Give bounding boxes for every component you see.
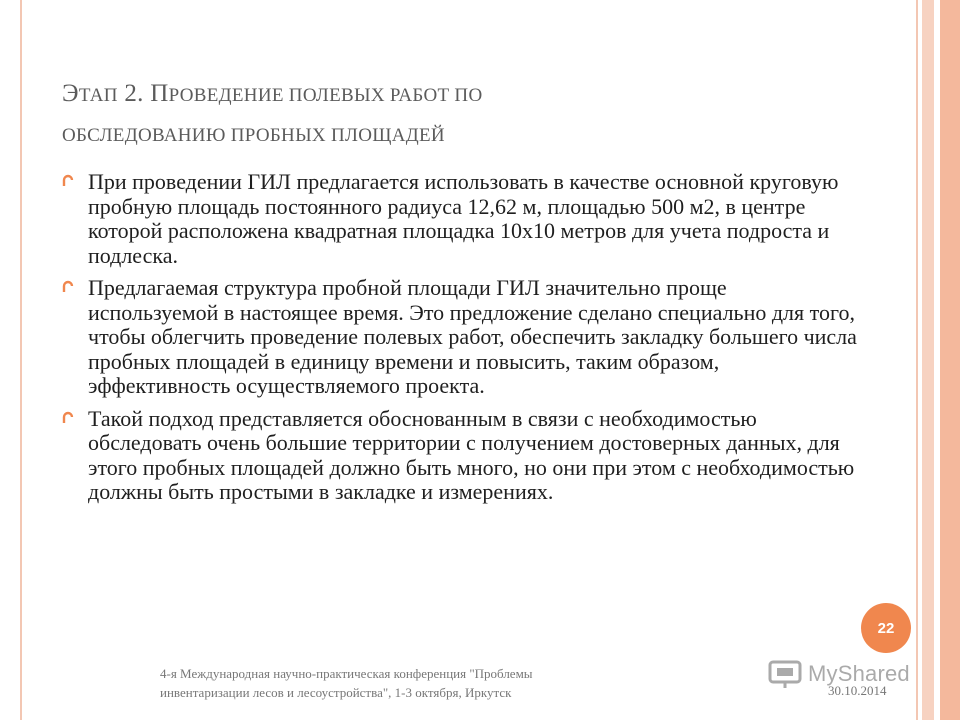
- bullet-icon: [62, 280, 75, 294]
- bullet-list: [62, 170, 862, 513]
- bullet-text: Предлагаемая структура пробной площади ГИЛ значительно проще используемой в настоящее время. Это предложение сделано специально для того, чтобы облегчить проведение полевых работ, обеспечить закладку большего числа пробных площадей в единицу времени и повысить, таким образом, эффективность осуществляемого проекта.: [88, 275, 857, 398]
- title-number: 2.: [117, 80, 151, 107]
- watermark-text: MyShared: [808, 661, 910, 686]
- presentation-screen-icon: [768, 658, 802, 690]
- bullet-item: [62, 170, 862, 268]
- page-number-badge: 22: [861, 603, 911, 653]
- footer-line: 4-я Международная научно-практическая конференция "Проблемы: [160, 666, 533, 681]
- footer-date: 30.10.2014: [828, 683, 887, 698]
- bullet-text: При проведении ГИЛ предлагается использовать в качестве основной круговую пробную площадь постоянного радиуса 12,62 м, площадью 500 м2, в центре которой расположена квадратная площадка 10х10 метров для учета подроста и подлеска.: [88, 169, 839, 268]
- bullet-icon: [62, 411, 75, 425]
- slide-title: [62, 74, 822, 156]
- footer-conference: [160, 664, 720, 702]
- title-text: ТАП: [78, 85, 118, 106]
- bullet-item: [62, 276, 862, 399]
- footer-line: инвентаризации лесов и лесоустройства", 1-3 октября, Иркутск: [160, 685, 512, 700]
- title-line-2: ОБСЛЕДОВАНИЮ ПРОБНЫХ ПЛОЩАДЕЙ: [62, 125, 445, 146]
- bullet-text: Такой подход представляется обоснованным в связи с необходимостью обследовать очень большие территории с получением достоверных данных, для этого пробных площадей должно быть много, но они при этом с необходимостью должны быть простыми в закладке и измерениях.: [88, 405, 855, 504]
- decorative-stripe: [922, 0, 934, 720]
- title-text: РОВЕДЕНИЕ ПОЛЕВЫХ РАБОТ ПО: [168, 85, 483, 106]
- title-cap: П: [150, 80, 169, 107]
- decorative-stripe: [940, 0, 960, 720]
- title-cap: Э: [62, 80, 79, 107]
- bullet-item: [62, 407, 862, 505]
- bullet-icon: [62, 174, 75, 188]
- watermark: [768, 656, 910, 692]
- title-line-1: [62, 74, 822, 116]
